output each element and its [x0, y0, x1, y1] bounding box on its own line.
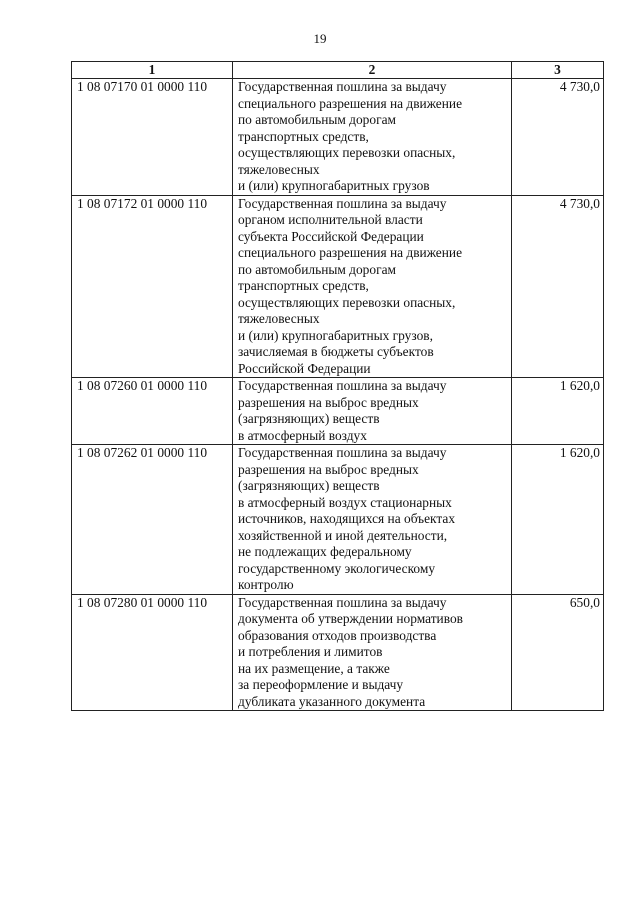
amount-cell: 4 730,0 — [512, 195, 604, 378]
table-row — [72, 445, 604, 595]
budget-code-cell: 1 08 07260 01 0000 110 — [72, 378, 233, 445]
table-row — [72, 594, 604, 711]
amount-cell: 4 730,0 — [512, 79, 604, 196]
budget-code-cell: 1 08 07172 01 0000 110 — [72, 195, 233, 378]
fee-table — [71, 61, 604, 711]
budget-code-cell: 1 08 07170 01 0000 110 — [72, 79, 233, 196]
amount-cell: 650,0 — [512, 594, 604, 711]
description-cell: Государственная пошлина за выдачу органом исполнительной власти субъекта Российской Федерации специального разрешения на движение по автомобильным дорогам транспортных средств, осуществляющих перевозки опасных, тяжеловесных и (или) крупногабаритных грузов, зачисляемая в бюджеты субъектов Российской Федерации — [233, 195, 512, 378]
amount-cell: 1 620,0 — [512, 378, 604, 445]
page-number: 19 — [313, 31, 327, 46]
table-row — [72, 79, 604, 196]
description-cell: Государственная пошлина за выдачу разрешения на выброс вредных (загрязняющих) веществ в атмосферный воздух стационарных источников, находящихся на объектах хозяйственной и иной деятельности, не подлежащих федеральному государственному экологическому контролю — [233, 445, 512, 595]
budget-code-cell: 1 08 07262 01 0000 110 — [72, 445, 233, 595]
description-cell: Государственная пошлина за выдачу документа об утверждении нормативов образования отходов производства и потребления и лимитов на их размещение, а также за переоформление и выдачу дубликата указанного документа — [233, 594, 512, 711]
amount-cell: 1 620,0 — [512, 445, 604, 595]
description-cell: Государственная пошлина за выдачу специального разрешения на движение по автомобильным дорогам транспортных средств, осуществляющих перевозки опасных, тяжеловесных и (или) крупногабаритных грузов — [233, 79, 512, 196]
table-header-row — [72, 62, 604, 79]
column-header-code: 1 — [72, 62, 233, 79]
description-cell: Государственная пошлина за выдачу разрешения на выброс вредных (загрязняющих) веществ в атмосферный воздух — [233, 378, 512, 445]
table-row — [72, 378, 604, 445]
column-header-amount: 3 — [512, 62, 604, 79]
table-row — [72, 195, 604, 378]
budget-code-cell: 1 08 07280 01 0000 110 — [72, 594, 233, 711]
column-header-description: 2 — [233, 62, 512, 79]
